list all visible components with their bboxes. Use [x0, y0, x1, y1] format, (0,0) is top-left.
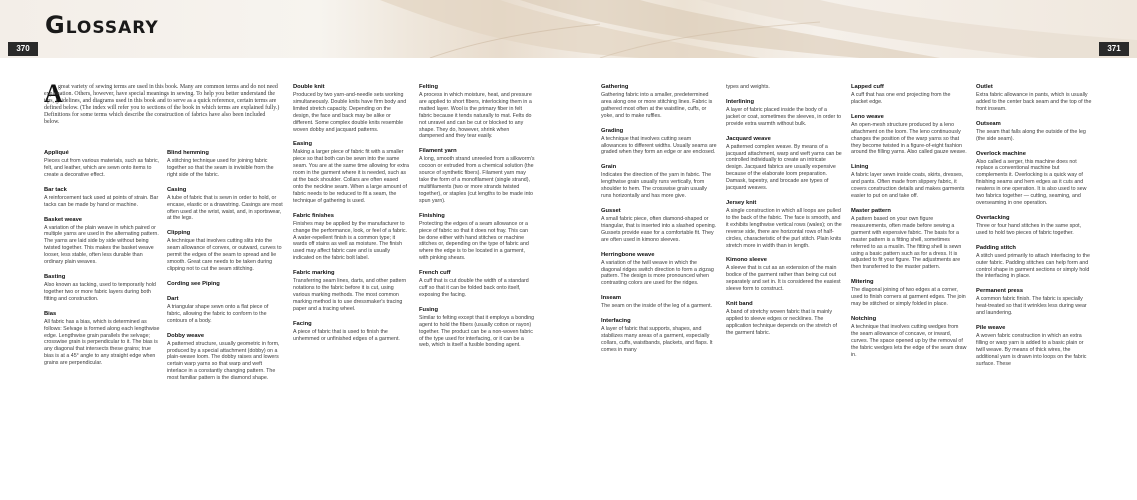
- glossary-entry: [419, 84, 535, 140]
- glossary-definition: The seam on the inside of the leg of a garment.: [601, 303, 713, 310]
- glossary-entry: [601, 208, 717, 244]
- glossary-definition: A long, smooth strand unreeled from a silkworm's cocoon or extruded from a chemical solution (the source of synthetic fibers). Filament yarn may take the form of a monofilament (single strand), multifilaments (two or more strands twisted together), or staples (cut lengths to be made into spun yarn).: [419, 156, 535, 204]
- glossary-entry: [44, 274, 160, 303]
- glossary-term: Grain: [601, 164, 617, 171]
- glossary-term: Inseam: [601, 295, 621, 302]
- glossary-entry: [851, 164, 967, 200]
- glossary-entry: [726, 257, 842, 293]
- glossary-term: Kimono sleeve: [726, 257, 767, 264]
- glossary-term: Padding stitch: [976, 244, 1016, 251]
- glossary-definition: A sleeve that is cut as an extension of the main bodice of the garment rather than being cut out separately and set in. It is considered the easiest sleeve form to construct.: [726, 265, 841, 293]
- glossary-entry: [851, 279, 967, 308]
- glossary-entry: [976, 325, 1092, 368]
- glossary-entry: [851, 84, 967, 106]
- glossary-term: Felting: [419, 84, 438, 90]
- glossary-term: Outseam: [976, 120, 1001, 127]
- header-banner: [0, 0, 1137, 58]
- glossary-definition: Also known as tacking, used to temporarily hold together two or more fabric layers during both fitting and construction.: [44, 281, 156, 302]
- glossary-term: Fabric marking: [293, 270, 335, 277]
- glossary-term: Basket weave: [44, 216, 83, 223]
- glossary-entry: [726, 84, 842, 91]
- glossary-definition: A woven fabric construction in which an extra filling or warp yarn is added to a basic plain or twill weave. By means of thick wires, the additional yarn is drawn into loops on the fabric surface. These: [976, 333, 1087, 367]
- glossary-term: Cording see Piping: [167, 280, 220, 287]
- glossary-definition: A variation of the plain weave in which paired or multiple yarns are used in the alternating pattern. The yarns are laid side by side without being twisted together. This makes the basket weave looser, less stable, often less durable than ordinary plain weaves.: [44, 224, 159, 266]
- glossary-definition: The diagonal joining of two edges at a corner, used to finish corners at garment edges. The join may be stitched or simply folded in place.: [851, 287, 966, 308]
- glossary-entry: [293, 270, 409, 313]
- glossary-definition: A technique that involves cutting slits into the seam allowance of convex, or outward, curves to permit the edges of the seam to spread and lie smooth. Great care needs to be taken during clipping not to cut the seam stitching.: [167, 238, 282, 272]
- glossary-entry: [44, 150, 160, 179]
- glossary-definition: A tube of fabric that is sewn in order to hold, or encase, elastic or a drawstring. Casings are most often used at the wrist, waist, and, in sportswear, at the legs.: [167, 194, 283, 222]
- glossary-term: Bar tack: [44, 186, 67, 193]
- glossary-term: Double knit: [293, 84, 325, 90]
- glossary-definition: A pattern based on your own figure measurements, often made before sewing a garment with expensive fabric. The basis for a master pattern is a fitting shell, sometimes referred to as a muslin. The fitting shell is sewn using a basic pattern such as for a dress. It is adjusted to fit your figure. The adjustments are then transferred to the master pattern.: [851, 215, 962, 271]
- glossary-term: Jersey knit: [726, 199, 757, 206]
- glossary-entry: [851, 114, 967, 157]
- glossary-entry: [44, 217, 160, 266]
- glossary-entry: [601, 164, 717, 200]
- glossary-entry: [167, 296, 283, 325]
- glossary-entry: [167, 150, 283, 179]
- glossary-definition: An open-mesh structure produced by a leno attachment on the loom. The leno continuously changes the position of the warp yarns so that they become twisted in a figure-of-eight fashion around the filling yarns. Also called gauze weave.: [851, 121, 967, 156]
- glossary-term: Grading: [601, 127, 624, 134]
- glossary-term: Knit band: [726, 301, 753, 308]
- glossary-definition: Gathering fabric into a smaller, predetermined area along one or more stitching lines. Fabric is gathered most often at the waistline, cuffs, or yoke, and to make ruffles.: [601, 92, 713, 119]
- glossary-term: Notching: [851, 315, 877, 322]
- glossary-entry: [293, 321, 409, 343]
- glossary-definition: A variation of the twill weave in which the diagonal ridges switch direction to form a zigzag pattern. The design is more pronounced when contrasting colors are used for the ridges.: [601, 259, 714, 287]
- glossary-column-8: [976, 84, 1092, 376]
- glossary-entry: [419, 270, 535, 299]
- glossary-definition: Indicates the direction of the yarn in fabric. The lengthwise grain usually runs vertically, from shoulder to hem. The crosswise grain usually runs horizontally and has more give.: [601, 172, 712, 200]
- glossary-entry: [293, 141, 409, 204]
- glossary-entry: [419, 148, 535, 204]
- glossary-term: Master pattern: [851, 207, 891, 214]
- glossary-entry: [726, 99, 842, 128]
- glossary-entry: [976, 151, 1092, 207]
- glossary-definition: A technique that involves cutting seam allowances to different widths. Usually seams are graded when they form an edge or are enclosed.: [601, 135, 717, 156]
- page-title: Glossary: [45, 11, 159, 39]
- glossary-entry: [601, 252, 717, 288]
- glossary-entry: [167, 230, 283, 273]
- glossary-entry: [601, 295, 717, 310]
- glossary-term: Dobby weave: [167, 332, 205, 339]
- glossary-definition: A common fabric finish. The fabric is specially heat-treated so that it wrinkles less during wear and laundering.: [976, 296, 1087, 317]
- glossary-definition: A band of stretchy woven fabric that is mainly applied to sleeve edges or necklines. The application technique depends on the stretch of the garment fabric.: [726, 309, 838, 336]
- glossary-term: Fabric finishes: [293, 212, 334, 219]
- glossary-entry: [976, 288, 1092, 317]
- glossary-term: Interlining: [726, 98, 755, 105]
- glossary-term: Clipping: [167, 230, 191, 237]
- glossary-definition: A layer of fabric placed inside the body of a jacket or coat, sometimes the sleeves, in order to provide extra warmth without bulk.: [726, 106, 842, 127]
- glossary-entry: [976, 121, 1092, 143]
- glossary-term: French cuff: [419, 270, 451, 277]
- glossary-term: Blind hemming: [167, 150, 209, 156]
- glossary-column-5: [601, 84, 717, 362]
- glossary-entry: [851, 316, 967, 359]
- glossary-entry: [293, 84, 409, 133]
- glossary-term: Overlock machine: [976, 150, 1026, 157]
- glossary-entry: [601, 318, 717, 354]
- glossary-term: Outlet: [976, 84, 993, 90]
- glossary-column-6: [726, 84, 842, 345]
- glossary-entry: [44, 187, 160, 209]
- glossary-definition: Pieces cut from various materials, such as fabric, felt, and leather, which are sewn onto items to create a decorative effect.: [44, 158, 160, 178]
- glossary-entry: [167, 187, 283, 223]
- glossary-definition: A process in which moisture, heat, and pressure are applied to short fibers, interlocking them in a matted layer. Wool is the primary fiber in felt fabric because it tends naturally to mat. Felts do not unravel and can be cut or blocked to any shape. They do, however, shrink when dampened and they tear easily.: [419, 92, 532, 140]
- glossary-entry: [167, 281, 283, 288]
- glossary-term: Mitering: [851, 279, 874, 286]
- glossary-definition: Also called a serger, this machine does not replace a conventional machine but complements it. Overlocking is a quick way of finishing seams and hem edges as it cuts and neatens in one operation. It is also used to sew two fabrics together — cutting, seaming, and overseaming in one operation.: [976, 158, 1087, 206]
- glossary-entry: [44, 311, 160, 367]
- glossary-definition: A stitching technique used for joining fabric together so that the seam is invisible from the right side of the fabric.: [167, 158, 274, 178]
- glossary-entry: [726, 301, 842, 337]
- glossary-entry: [167, 333, 283, 382]
- glossary-term: Basting: [44, 273, 66, 280]
- glossary-term: Gusset: [601, 207, 621, 214]
- glossary-definition: A reinforcement tack used at points of strain. Bar tacks can be made by hand or machine.: [44, 194, 159, 208]
- glossary-definition: A cuff that is cut double the width of a standard cuff so that it can be folded back onto itself, exposing the facing.: [419, 278, 529, 298]
- glossary-term: Casing: [167, 186, 187, 193]
- glossary-entry: [976, 84, 1092, 113]
- glossary-entry: [293, 213, 409, 262]
- glossary-column-3: [293, 84, 409, 350]
- glossary-definition: A stitch used primarily to attach interfacing to the outer fabric. Padding stitches can help form and control shape in garment sections or simply hold the interfacing in place.: [976, 252, 1090, 280]
- intro-text: great variety of sewing terms are used in this book. Many are common terms and do not need explanation. Others, however, have special meanings in sewing. To help you better understand the tips, guidelines, and diagrams used in this book and to serve as a quick reference, certain terms are defined below. (The index will refer you to sections of the book in which terms are explained fully.) Definitions for some terms which describe the construction of fabrics have also been included below.: [44, 84, 280, 126]
- glossary-entry: [976, 245, 1092, 281]
- glossary-definition: All fabric has a bias, which is determined as follows: Selvage is formed along each lengthwise edge. Lengthwise grain parallels the selvage; crosswise grain is perpendicular to it. The bias is any diagonal that intersects these grains; true bias is at a 45° angle to any straight edge when grains are perpendicular.: [44, 318, 160, 367]
- glossary-column-7: [851, 84, 967, 366]
- glossary-definition: A piece of fabric that is used to finish the unhemmed or unfinished edges of a garment.: [293, 328, 400, 342]
- glossary-entry: [726, 200, 842, 249]
- page-number-left: 370: [8, 42, 38, 56]
- glossary-definition: Finishes may be applied by the manufacturer to change the performance, look, or feel of a fabric. A water-repellent finish is a common type; it wards off stains as well as moisture. The finish used may affect fabric care and is usually indicated on the fabric bolt label.: [293, 220, 407, 262]
- glossary-term: Interfacing: [601, 318, 631, 325]
- glossary-entry: [976, 215, 1092, 237]
- glossary-definition: Transferring seam lines, darts, and other pattern notations to the fabric before it is cut, using various marking methods. The most common marking method is to use dressmaker's tracing paper and a tracing wheel.: [293, 278, 407, 312]
- glossary-term: Facing: [293, 320, 312, 327]
- glossary-definition: The seam that falls along the outside of the leg (the side seam).: [976, 128, 1086, 142]
- glossary-term: Fusing: [419, 306, 438, 313]
- glossary-definition: Extra fabric allowance in pants, which is usually added to the center back seam and the top of the front inseam.: [976, 92, 1092, 112]
- glossary-entry: [726, 136, 842, 192]
- glossary-entry: [851, 208, 967, 271]
- glossary-definition: A small fabric piece, often diamond-shaped or triangular, that is inserted into a slashed opening. Gussets provide ease for a comfortable fit. They are often used in kimono sleeves.: [601, 215, 717, 243]
- glossary-column-4: [419, 84, 535, 357]
- glossary-term: Easing: [293, 141, 313, 148]
- glossary-term: Lining: [851, 164, 869, 171]
- glossary-definition: A fabric layer sewn inside coats, skirts, dresses, and pants. Often made from slippery fabric, it covers construction details and makes garments easier to put on and take off.: [851, 172, 965, 200]
- glossary-term: Overtacking: [976, 214, 1010, 221]
- glossary-term: Bias: [44, 310, 57, 317]
- glossary-term: Filament yarn: [419, 148, 457, 155]
- glossary-term: Pile weave: [976, 325, 1006, 332]
- intro-paragraph: [44, 79, 280, 127]
- glossary-definition: A single construction in which all loops are pulled to the back of the fabric. The face is smooth, and it exhibits lengthwise vertical rows (wales); on the reverse side, there are horizontal rows of half-circles, characteristic of the purl stitch. Plain knits stretch more in width than in length.: [726, 207, 842, 249]
- glossary-definition: A cuff that has one end projecting from the placket edge.: [851, 92, 951, 105]
- glossary-definition: Three or four hand stitches in the same spot, used to hold two pieces of fabric together.: [976, 222, 1082, 236]
- glossary-term: Permanent press: [976, 288, 1024, 295]
- page-number-right: 371: [1099, 42, 1129, 56]
- glossary-column-2: [167, 150, 283, 390]
- glossary-term: Finishing: [419, 212, 445, 219]
- glossary-definition: Protecting the edges of a seam allowance or a piece of fabric so that it does not fray. This can be done either with hand stitches or machine stitches or, depending on the type of fabric and where the edge is to be located in a garment, with pinking shears.: [419, 220, 529, 262]
- glossary-definition: A patterned complex weave. By means of a jacquard attachment, warp and weft yarns can be controlled individually to create an intricate design. Jacquard fabrics are usually expensive because of the elaborate loom preparation. Damask, tapestry, and brocade are types of jacquard weaves.: [726, 143, 842, 192]
- glossary-entry: [601, 84, 717, 120]
- glossary-term: Appliqué: [44, 150, 69, 156]
- glossary-definition: A patterned structure, usually geometric in form, produced by a special attachment (dobby) on a plain-weave loom. The dobby raises and lowers certain warp yarns so that warp and weft interlace in a constantly changing pattern. The most familiar pattern is the diamond shape.: [167, 340, 280, 382]
- glossary-definition: A technique that involves cutting wedges from the seam allowance of concave, or inward, curves. The space opened up by the removal of the fabric wedges lets the edge of the seam draw in.: [851, 323, 967, 358]
- glossary-entry: [601, 128, 717, 157]
- glossary-definition: A layer of fabric that supports, shapes, and stabilizes many areas of a garment, especially collars, cuffs, waistbands, plackets, and flaps. It comes in many: [601, 326, 713, 353]
- intro-dropcap: A: [44, 79, 63, 108]
- glossary-definition: Similar to felting except that it employs a bonding agent to hold the fibers (usually cotton or rayon) together. The product can be a non-woven fabric of the type used for interfacing, or it can be a web, which is itself a fusible bonding agent.: [419, 314, 535, 349]
- glossary-entry: [419, 213, 535, 262]
- glossary-term: Dart: [167, 295, 179, 302]
- fabric-texture-decoration: [0, 0, 1137, 58]
- glossary-definition: A triangular shape sewn onto a flat piece of fabric, allowing the fabric to conform to the contours of a body.: [167, 303, 269, 324]
- glossary-term: Lapped cuff: [851, 84, 884, 90]
- glossary-term: Gathering: [601, 84, 629, 90]
- glossary-term: Herringbone weave: [601, 251, 655, 258]
- glossary-term: Leno weave: [851, 113, 884, 120]
- glossary-definition: Making a larger piece of fabric fit with a smaller piece so that both can be sewn into the same seam. You are at the same time allowing for extra room in the garment where it is needed, such as at the back shoulder. Collars are often eased onto the neckline seam. When a large amount of fabric needs to be reduced to fit a seam, the technique of gathering is used.: [293, 149, 410, 204]
- glossary-definition: types and weights.: [726, 84, 770, 90]
- glossary-column-1: [44, 150, 160, 375]
- glossary-term: Jacquard weave: [726, 135, 771, 142]
- glossary-definition: Produced by two yarn-and-needle sets working simultaneously. Double knits have firm body and limited stretch capacity. Depending on the design, the face and back may be alike or different. Some complex double knits resemble woven dobby and jacquard patterns.: [293, 92, 407, 133]
- glossary-entry: [419, 307, 535, 350]
